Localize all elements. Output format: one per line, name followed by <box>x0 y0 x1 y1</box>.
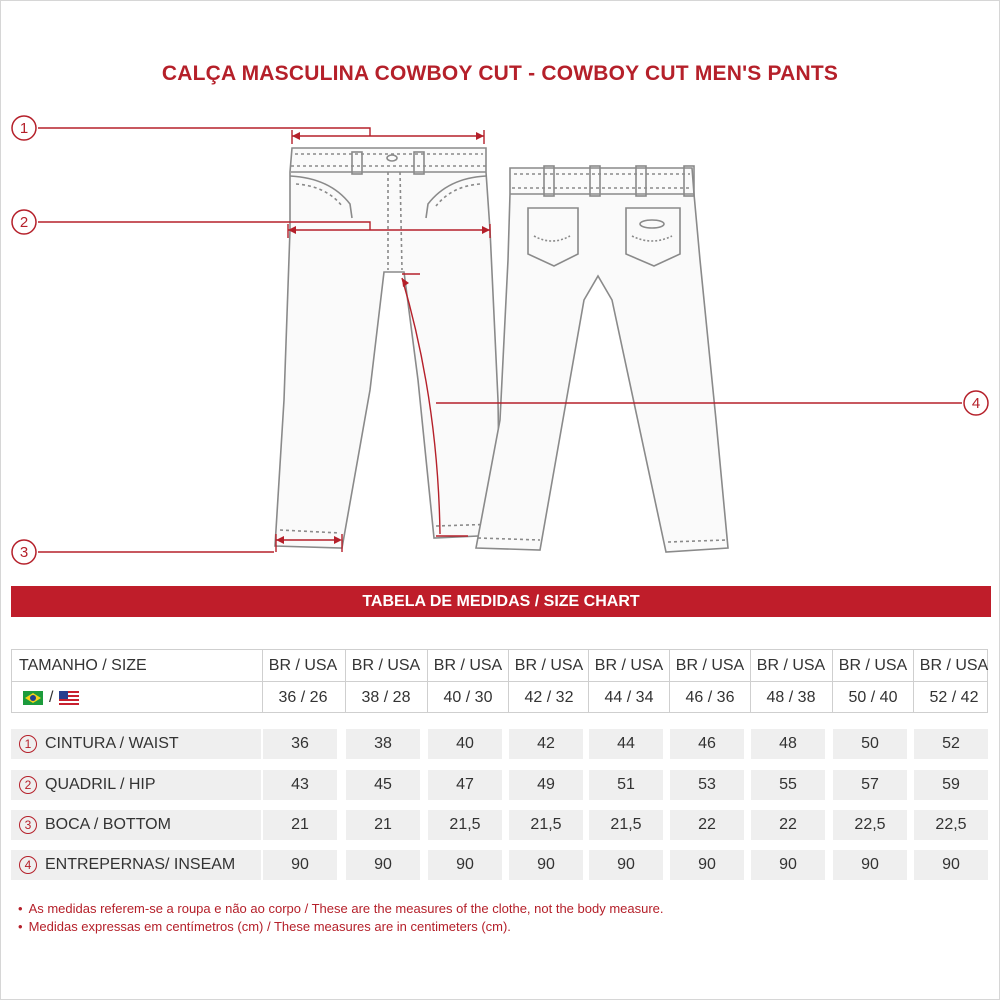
size-label: TAMANHO / SIZE <box>19 656 147 674</box>
row-number-icon: 1 <box>19 735 37 753</box>
measure-value: 21,5 <box>610 816 642 833</box>
row-number-icon: 3 <box>19 816 37 834</box>
measure-value: 90 <box>537 856 555 873</box>
measure-value: 90 <box>698 856 716 873</box>
measure-value: 55 <box>779 776 797 793</box>
measure-value: 22,5 <box>935 816 967 833</box>
measure-value: 57 <box>861 776 879 793</box>
column-header: BR / USA <box>268 656 338 674</box>
measure-value: 22,5 <box>854 816 886 833</box>
column-header: BR / USA <box>756 656 826 674</box>
size-value: 42 / 32 <box>524 688 574 706</box>
column-header: BR / USA <box>351 656 421 674</box>
measure-row-label <box>11 850 261 880</box>
measure-value: 90 <box>456 856 474 873</box>
measure-row-label <box>11 770 261 800</box>
measure-value: 38 <box>374 735 392 752</box>
back-pants-illustration <box>476 166 728 552</box>
measure-value: 48 <box>779 735 797 752</box>
measure-value: 40 <box>456 735 474 752</box>
measure-row-label <box>11 729 261 759</box>
column-header: BR / USA <box>514 656 584 674</box>
size-value: 38 / 28 <box>361 688 411 706</box>
measure-value: 46 <box>698 735 716 752</box>
measure-row-label <box>11 810 261 840</box>
size-value: 48 / 38 <box>766 688 816 706</box>
measure-value: 21 <box>291 816 309 833</box>
measure-value: 21 <box>374 816 392 833</box>
measure-value: 43 <box>291 776 309 793</box>
size-value: 50 / 40 <box>848 688 898 706</box>
measure-value: 90 <box>291 856 309 873</box>
column-header: BR / USA <box>919 656 989 674</box>
row-number-icon: 4 <box>19 856 37 874</box>
measure-value: 50 <box>861 735 879 752</box>
size-value: 52 / 42 <box>929 688 979 706</box>
measure-value: 51 <box>617 776 635 793</box>
callout-3-label: 3 <box>19 544 29 561</box>
size-value: 46 / 36 <box>685 688 735 706</box>
measure-value: 90 <box>942 856 960 873</box>
measure-value: 47 <box>456 776 474 793</box>
flags-cell <box>11 682 261 713</box>
pants-diagram <box>0 100 1000 570</box>
measure-value: 52 <box>942 735 960 752</box>
column-header: BR / USA <box>675 656 745 674</box>
measure-name: CINTURA / WAIST <box>45 735 179 752</box>
measure-value: 22 <box>779 816 797 833</box>
measure-value: 21,5 <box>530 816 562 833</box>
page-title: CALÇA MASCULINA COWBOY CUT - COWBOY CUT MEN'S PANTS <box>161 62 839 85</box>
measure-value: 22 <box>698 816 716 833</box>
callout-4-label: 4 <box>971 395 981 412</box>
measure-name: QUADRIL / HIP <box>45 776 156 793</box>
notes <box>18 900 664 936</box>
size-value: 36 / 26 <box>278 688 328 706</box>
size-value: 40 / 30 <box>443 688 493 706</box>
measure-value: 90 <box>779 856 797 873</box>
flag-separator: / <box>49 688 54 706</box>
column-header: BR / USA <box>838 656 908 674</box>
measure-value: 45 <box>374 776 392 793</box>
measure-name: BOCA / BOTTOM <box>45 816 171 833</box>
measure-value: 59 <box>942 776 960 793</box>
measure-value: 90 <box>374 856 392 873</box>
measure-value: 44 <box>617 735 635 752</box>
column-header: BR / USA <box>594 656 664 674</box>
size-chart-banner: TABELA DE MEDIDAS / SIZE CHART <box>11 586 991 617</box>
measure-value: 21,5 <box>449 816 481 833</box>
brazil-flag-icon <box>23 691 43 705</box>
usa-flag-icon <box>59 691 79 705</box>
measure-value: 36 <box>291 735 309 752</box>
callout-1-label: 1 <box>19 120 29 137</box>
size-value: 44 / 34 <box>604 688 654 706</box>
measure-name: ENTREPERNAS/ INSEAM <box>45 856 236 873</box>
measure-value: 53 <box>698 776 716 793</box>
measure-value: 42 <box>537 735 555 752</box>
measure-value: 90 <box>617 856 635 873</box>
column-header: BR / USA <box>433 656 503 674</box>
measure-value: 49 <box>537 776 555 793</box>
measure-value: 90 <box>861 856 879 873</box>
note-item: • Medidas expressas em centímetros (cm) / These measures are in centimeters (cm). <box>18 918 664 936</box>
row-number-icon: 2 <box>19 776 37 794</box>
front-pants-illustration <box>275 148 500 548</box>
callout-2-label: 2 <box>19 214 29 231</box>
note-item: • As medidas referem-se a roupa e não ao corpo / These are the measures of the clothe, not the body measure. <box>18 900 664 918</box>
